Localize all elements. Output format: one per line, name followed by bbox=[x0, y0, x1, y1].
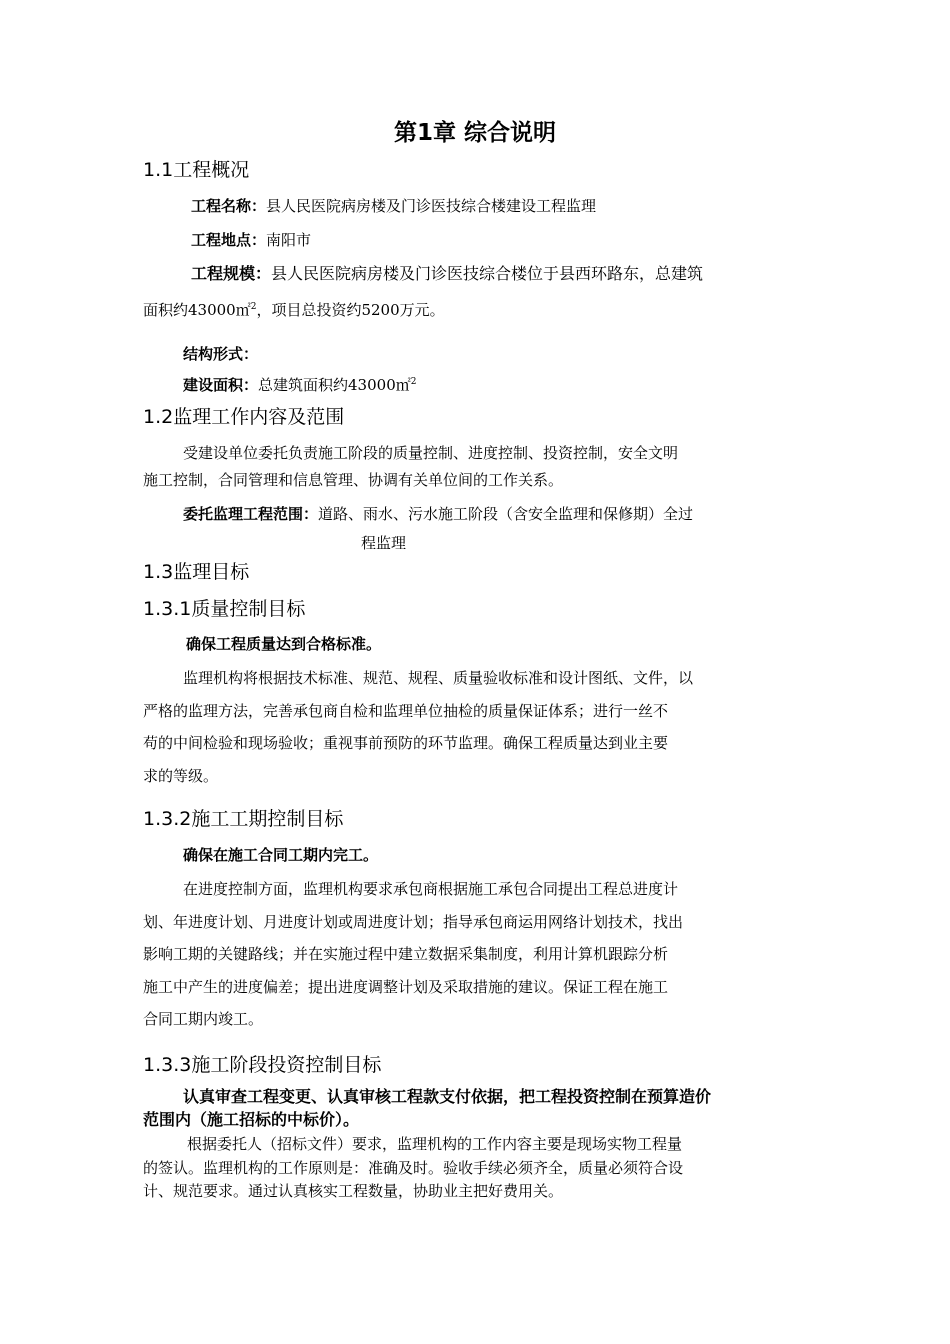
supervision-scope bbox=[183, 500, 807, 557]
paragraph-line: 施工中产生的进度偏差；提出进度调整计划及采取措施的建议。保证工程在施工 bbox=[143, 977, 669, 996]
paragraph-line: 监理机构将根据技术标准、规范、规程、质量验收标准和设计图纸、文件，以 bbox=[183, 669, 694, 687]
section-heading-1-3-3: 1.3.3施工阶段投资控制目标 bbox=[143, 1054, 382, 1076]
paragraph-line: 的签认。监理机构的工作原则是：准确及时。验收手续必须齐全，质量必须符合设 bbox=[143, 1158, 684, 1177]
project-scale-label: 工程规模： bbox=[191, 264, 272, 283]
paragraph-line: 苟的中间检验和现场验收；重视事前预防的环节监理。确保工程质量达到业主要 bbox=[143, 734, 669, 752]
bold-line: 范围内（施工招标的中标价）。 bbox=[143, 1110, 360, 1129]
project-scale-line1: 县人民医院病房楼及门诊医技综合楼位于县西环路东，总建筑 bbox=[271, 264, 704, 283]
section-heading-1-3: 1.3监理目标 bbox=[143, 561, 250, 583]
scope-value-continued: 程监理 bbox=[361, 534, 407, 552]
project-name-value: 县人民医院病房楼及门诊医技综合楼建设工程监理 bbox=[266, 197, 597, 215]
paragraph-line: 严格的监理方法，完善承包商自检和监理单位抽检的质量保证体系；进行一丝不 bbox=[143, 701, 669, 720]
structure-row bbox=[183, 342, 258, 366]
section-heading-1-2: 1.2监理工作内容及范围 bbox=[143, 406, 345, 428]
investment-paragraph bbox=[143, 1133, 807, 1204]
project-location-label: 工程地点： bbox=[191, 231, 267, 249]
project-location-value: 南阳市 bbox=[266, 231, 312, 249]
investment-goal-statement bbox=[143, 1085, 711, 1131]
section-heading-1-3-2: 1.3.2施工工期控制目标 bbox=[143, 808, 344, 830]
paragraph-line: 在进度控制方面，监理机构要求承包商根据施工承包合同提出工程总进度计 bbox=[183, 880, 679, 898]
scope-value: 道路、雨水、污水施工阶段（含安全监理和保修期）全过 bbox=[318, 505, 694, 523]
scope-label: 委托监理工程范围： bbox=[183, 505, 319, 523]
paragraph-line: 计、规范要求。通过认真核实工程数量，协助业主把好费用关。 bbox=[143, 1182, 564, 1200]
section-heading-1-1: 1.1工程概况 bbox=[143, 159, 250, 181]
superscript: 2 bbox=[410, 377, 417, 387]
quality-paragraph bbox=[143, 662, 807, 792]
paragraph-line: 根据委托人（招标文件）要求，监理机构的工作内容主要是现场实物工程量 bbox=[187, 1135, 683, 1153]
project-location-row bbox=[191, 228, 311, 252]
paragraph-line: 受建设单位委托负责施工阶段的质量控制、进度控制、投资控制，安全文明 bbox=[183, 444, 679, 462]
project-scale-line2 bbox=[143, 298, 445, 322]
paragraph-line: 求的等级。 bbox=[143, 766, 219, 785]
paragraph-line: 划、年进度计划、月进度计划或周进度计划；指导承包商运用网络计划技术，找出 bbox=[143, 912, 684, 931]
structure-label: 结构形式： bbox=[183, 345, 259, 363]
paragraph-line: 施工控制，合同管理和信息管理、协调有关单位间的工作关系。 bbox=[143, 471, 564, 489]
project-area-text: 面积约43000㎡ bbox=[143, 301, 251, 319]
project-name-label: 工程名称： bbox=[191, 197, 267, 215]
quality-goal-statement: 确保工程质量达到合格标准。 bbox=[186, 635, 382, 653]
project-name-row bbox=[191, 194, 596, 218]
construction-area-value: 总建筑面积约43000㎡ bbox=[258, 376, 411, 394]
schedule-goal-statement: 确保在施工合同工期内完工。 bbox=[183, 846, 379, 864]
section-heading-1-3-1: 1.3.1质量控制目标 bbox=[143, 598, 306, 620]
superscript: 2 bbox=[250, 302, 257, 312]
project-scale-row bbox=[191, 262, 703, 286]
construction-area-label: 建设面积： bbox=[183, 376, 259, 394]
construction-area-row bbox=[183, 373, 416, 397]
paragraph-line: 影响工期的关键路线；并在实施过程中建立数据采集制度，利用计算机跟踪分析 bbox=[143, 945, 669, 963]
paragraph-line: 合同工期内竣工。 bbox=[143, 1010, 264, 1028]
project-investment-text: ，项目总投资约5200万元。 bbox=[256, 301, 445, 319]
schedule-paragraph bbox=[143, 873, 807, 1036]
bold-line: 认真审查工程变更、认真审核工程款支付依据，把工程投资控制在预算造价 bbox=[183, 1087, 712, 1106]
scope-paragraph bbox=[143, 440, 807, 494]
chapter-title: 第1章 综合说明 bbox=[393, 120, 556, 146]
